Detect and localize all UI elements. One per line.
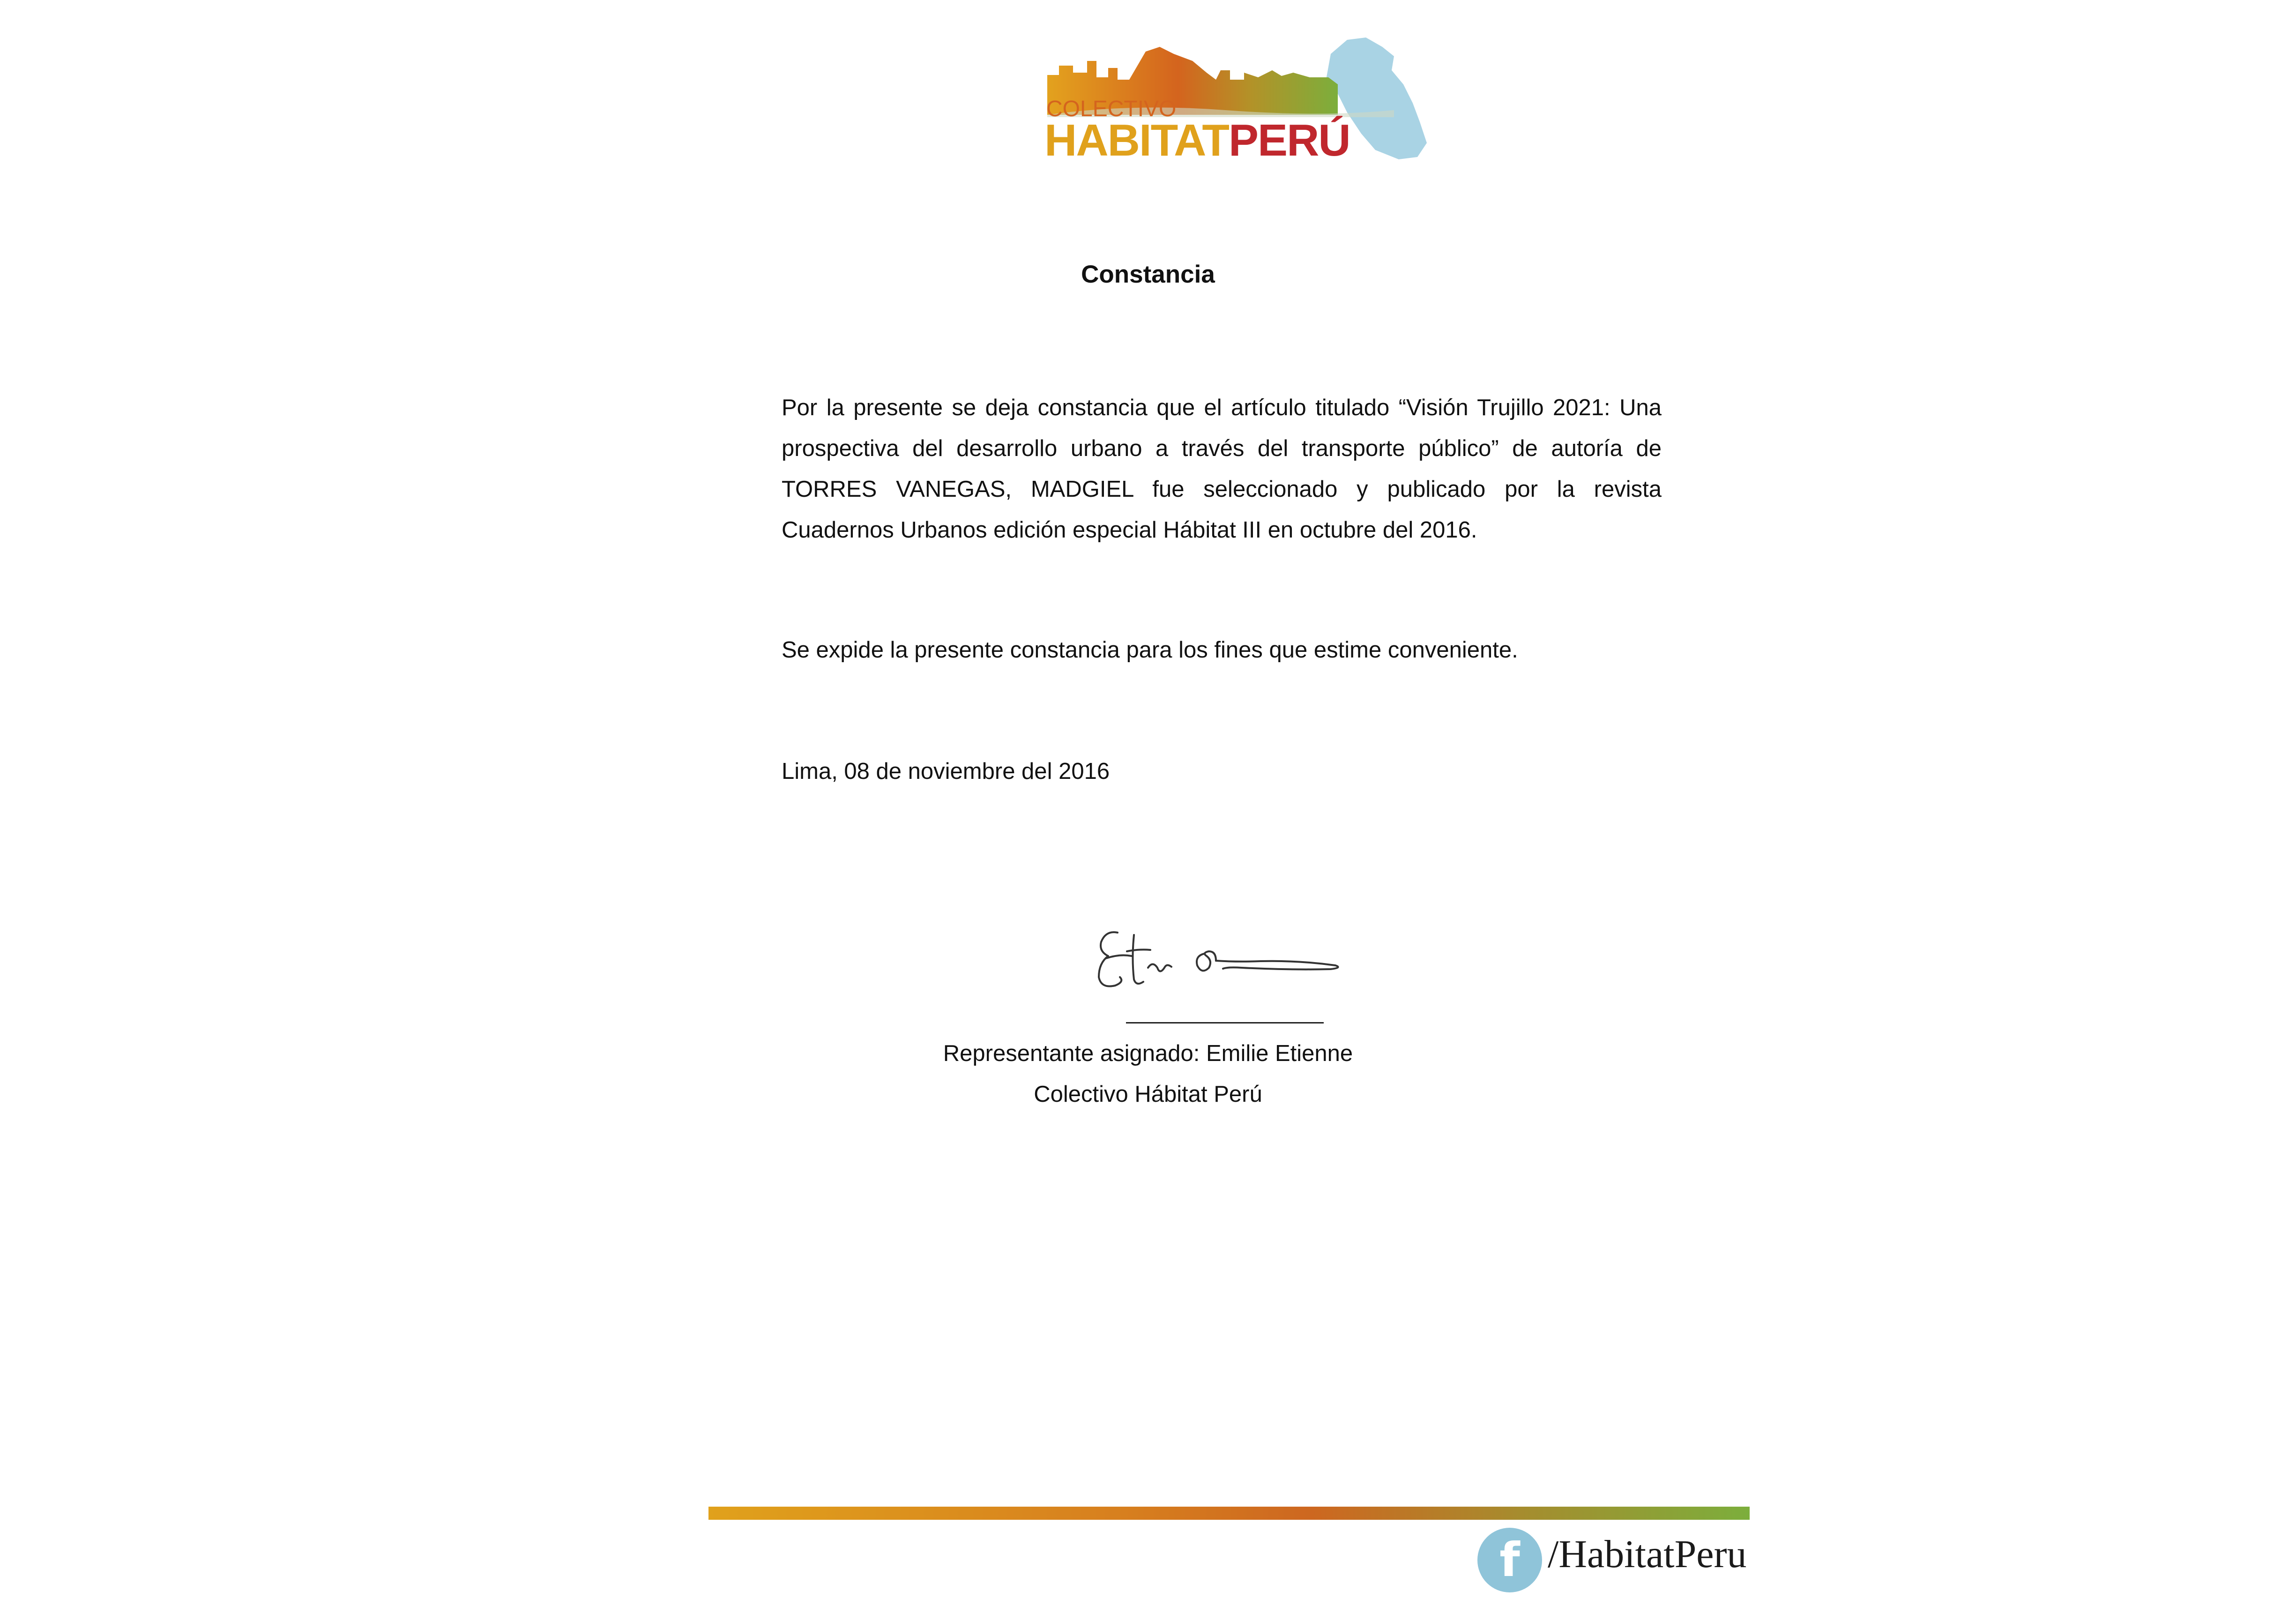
facebook-handle-link[interactable]: /HabitatPeru xyxy=(1548,1532,1747,1576)
organization-name: Colectivo Hábitat Perú xyxy=(1034,1082,1262,1107)
logo-peru: PERÚ xyxy=(1229,115,1350,165)
logo-habitat: HABITAT xyxy=(1044,115,1229,165)
representative-name: Representante asignado: Emilie Etienne xyxy=(943,1041,1353,1066)
facebook-letter: f xyxy=(1499,1532,1520,1587)
certificate-paragraph: Por la presente se deja constancia que el artículo titulado “Visión Trujillo 2021: Una prospectiva del desarrollo urbano a través del transporte público” de autoría de TORRES VANEGAS, MADGIEL fue seleccionado y publicado por la revista Cuadernos Urbanos edición especial Hábitat III en octubre del 2016. xyxy=(782,395,1662,543)
colectivo-habitat-peru-logo xyxy=(1038,33,1441,169)
facebook-icon[interactable] xyxy=(1477,1528,1542,1592)
date-line: Lima, 08 de noviembre del 2016 xyxy=(782,759,1110,784)
footer-gradient-bar xyxy=(708,1507,1750,1520)
handwritten-signature xyxy=(1087,916,1359,1001)
svg-text:HABITATPERÚ xyxy=(1044,115,1350,165)
purpose-paragraph: Se expide la presente constancia para los fines que estime conveniente. xyxy=(782,637,1518,663)
logo-line1: COLECTIVO xyxy=(1046,97,1177,121)
signature-line xyxy=(1126,1022,1324,1023)
document-title: Constancia xyxy=(1081,261,1215,288)
